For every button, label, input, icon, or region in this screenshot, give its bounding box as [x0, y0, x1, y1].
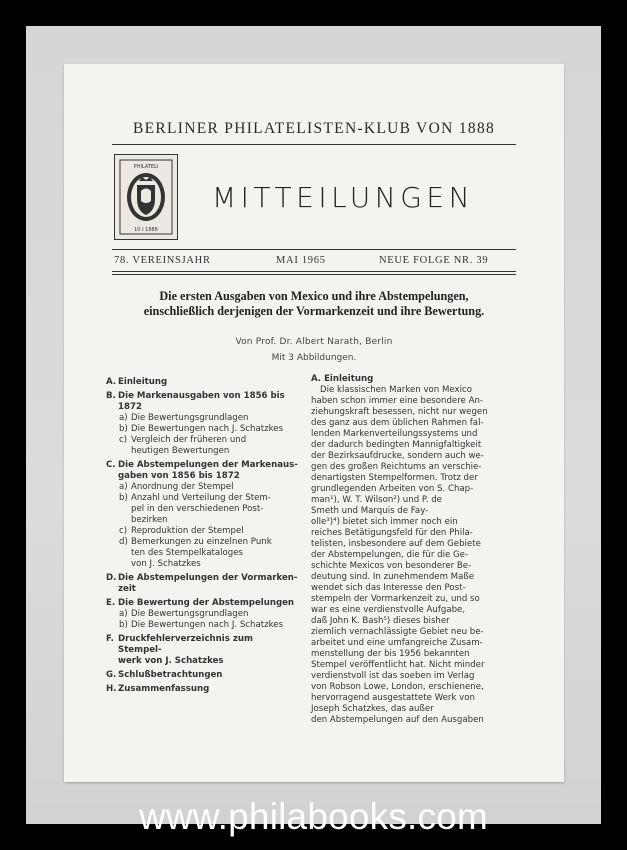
toc-subitem-label	[131, 537, 272, 570]
bear-stamp-icon	[115, 155, 177, 239]
toc-item	[106, 377, 298, 388]
emblem-top-text: PHILATELI	[133, 164, 159, 170]
article-byline: Von Prof. Dr. Albert Narath, Berlin	[235, 337, 393, 347]
body-line: ziehungskraft besessen, nicht nur wegen	[311, 407, 488, 417]
body-line: Stempel veröffentlicht hat. Nicht minder	[311, 660, 485, 670]
toc-subitem	[106, 620, 298, 631]
body-line: grundlegenden Arbeiten von S. Chap-	[311, 484, 474, 494]
toc-subitem-line: pel in den verschiedenen Post-	[131, 504, 264, 514]
toc-item-label	[118, 670, 222, 681]
toc-item	[106, 460, 298, 482]
toc-item-letter: A.	[106, 377, 117, 387]
toc-item-label	[118, 573, 297, 595]
toc-item-line: Die Abstempelungen der Vormarken-	[118, 573, 298, 583]
body-line: der Abstempelungen, die für die Ge-	[311, 550, 469, 560]
toc-subitem	[106, 424, 298, 435]
watermark-url: www.philabooks.com	[138, 796, 489, 837]
document-page	[64, 64, 564, 782]
toc-item-line: zeit	[118, 584, 136, 594]
toc-subitem	[106, 609, 298, 620]
body-line: daß John K. Bash⁵) dieses bisher	[311, 616, 450, 626]
info-rule-top	[112, 249, 516, 250]
toc-item-line: Einleitung	[118, 377, 168, 387]
toc-subitem-line: von J. Schatzkes	[131, 559, 201, 569]
header-rule	[112, 144, 516, 145]
toc-subitem-letter: a)	[119, 609, 128, 619]
body-line: reiches Betätigungsfeld für den Phila-	[311, 528, 473, 538]
body-line: telisten, insbesondere auf dem Gebiete	[311, 539, 481, 549]
toc-subitem-line: Die Bewertungsgrundlagen	[131, 413, 249, 423]
body-line: Smeth und Marquis de Fay-	[311, 506, 429, 516]
body-line: war es eine verdienstvolle Aufgabe,	[311, 605, 466, 615]
club-name: BERLINER PHILATELISTEN-KLUB VON 1888	[132, 120, 496, 137]
toc-item-line: Schlußbetrachtungen	[118, 670, 223, 680]
toc-subitem-line: Anzahl und Verteilung der Stem-	[131, 493, 271, 503]
info-rule-bottom-1	[112, 271, 516, 272]
toc-item-letter: E.	[106, 598, 116, 608]
toc-subitem-letter: b)	[119, 493, 128, 503]
toc-item-line: Zusammenfassung	[118, 684, 210, 694]
table-of-contents	[106, 374, 298, 695]
toc-item	[106, 684, 298, 695]
toc-subitem-label	[131, 609, 248, 620]
journal-title: MITTEILUNGEN	[212, 181, 475, 214]
toc-item-line: Die Abstempelungen der Markenaus-	[118, 460, 298, 470]
toc-subitem-label	[131, 493, 271, 526]
article-title-line1: Die ersten Ausgaben von Mexico und ihre Abstempelungen,	[159, 289, 469, 303]
body-text	[311, 385, 517, 726]
toc-subitem-label	[131, 482, 234, 493]
toc-item-label	[118, 460, 298, 482]
toc-subitem-letter: b)	[119, 620, 128, 630]
body-line: stempeln der Vormarkenzeit zu, und so	[311, 594, 480, 604]
toc-item-letter: B.	[106, 391, 116, 401]
toc-subitem-letter: a)	[119, 413, 128, 423]
toc-subitem	[106, 435, 298, 457]
toc-item-letter: D.	[106, 573, 117, 583]
toc-subitem-label	[131, 620, 283, 631]
toc-subitem-letter: c)	[119, 526, 128, 536]
toc-item-line: Die Markenausgaben von 1856 bis	[118, 391, 285, 401]
toc-subitem-line: bezirken	[131, 515, 168, 525]
body-line: der Bezirksaufdrucke, sondern auch we-	[311, 451, 484, 461]
body-line: hervorragend ausgestattete Werk von	[311, 693, 475, 703]
toc-subitem	[106, 413, 298, 424]
toc-subitem-line: Reproduktion der Stempel	[131, 526, 244, 536]
toc-subitem-line: heutigen Bewertungen	[131, 446, 230, 456]
club-emblem	[114, 154, 178, 240]
toc-subitem	[106, 537, 298, 570]
toc-subitem-label	[131, 413, 248, 424]
body-line: Joseph Schatzkes, das außer	[311, 704, 434, 714]
body-line: olle³)⁴) bietet sich immer noch ein	[311, 517, 458, 527]
body-line: arbeitet und eine umfangreiche Zusam-	[311, 638, 483, 648]
toc-item-letter: H.	[106, 684, 117, 694]
toc-subitem	[106, 482, 298, 493]
body-line: des ganz aus dem üblichen Rahmen fal-	[311, 418, 484, 428]
toc-subitem-line: Die Bewertungen nach J. Schatzkes	[131, 424, 284, 434]
body-line: denartigsten Stempelformen. Trotz der	[311, 473, 478, 483]
toc-item	[106, 391, 298, 413]
body-line: man¹), W. T. Wilson²) und P. de	[311, 495, 442, 505]
toc-item	[106, 598, 298, 609]
info-rule-bottom-2	[112, 274, 516, 275]
toc-subitem-line: Anordnung der Stempel	[131, 482, 234, 492]
body-line: Die klassischen Marken von Mexico	[320, 385, 472, 395]
toc-subitem-label	[131, 526, 244, 537]
toc-item-line: Druckfehlerverzeichnis zum Stempel-	[118, 634, 253, 655]
toc-item-line: 1872	[118, 402, 142, 412]
toc-subitem-label	[131, 435, 246, 457]
series-number: NEUE FOLGE NR. 39	[379, 255, 489, 266]
issue-date: MAI 1965	[276, 255, 326, 266]
toc-subitem-line: Bemerkungen zu einzelnen Punk	[131, 537, 272, 547]
body-line: menstellung der bis 1956 bekannten	[311, 649, 470, 659]
body-line: schichte Mexicos von besonderer Be-	[311, 561, 472, 571]
toc-subitem	[106, 526, 298, 537]
toc-item-line: werk von J. Schatzkes	[118, 656, 224, 666]
toc-subitem-line: Die Bewertungsgrundlagen	[131, 609, 249, 619]
toc-item-label	[118, 598, 294, 609]
body-line: der dadurch bedingten Mannigfaltigkeit	[311, 440, 482, 450]
toc-subitem-label	[131, 424, 283, 435]
article-title	[104, 289, 524, 319]
body-line: ziemlich vernachlässigte Gebiet neu be-	[311, 627, 484, 637]
toc-subitem-letter: b)	[119, 424, 128, 434]
body-line: gen des großen Reichtums an verschie-	[311, 462, 482, 472]
toc-subitem-line: Vergleich der früheren und	[131, 435, 247, 445]
article-figures-note: Mit 3 Abbildungen.	[271, 353, 357, 363]
toc-item-letter: F.	[106, 634, 114, 644]
toc-item-line: Die Bewertung der Abstempelungen	[118, 598, 295, 608]
toc-item	[106, 573, 298, 595]
toc-item-label	[118, 377, 167, 388]
toc-item-letter: G.	[106, 670, 117, 680]
emblem-bottom-text: 10 I 1888	[134, 227, 158, 233]
toc-subitem-line: ten des Stempelkataloges	[131, 548, 243, 558]
article-title-line2: einschließlich derjenigen der Vormarkenzeit und ihre Bewertung.	[143, 304, 485, 318]
body-line: von Robson Lowe, London, erschienene,	[311, 682, 484, 692]
body-line: wendet sich das Interesse den Post-	[311, 583, 466, 593]
toc-item-line: gaben von 1856 bis 1872	[118, 471, 240, 481]
toc-subitem-letter: d)	[119, 537, 128, 547]
body-line: deutung sind. In zunehmendem Maße	[311, 572, 475, 582]
volume-year: 78. VEREINSJAHR	[114, 255, 211, 266]
toc-item-label	[118, 634, 298, 667]
toc-item-label	[118, 391, 285, 413]
body-line: den Abstempelungen auf den Ausgaben	[311, 715, 484, 725]
body-column	[311, 374, 517, 726]
toc-item-label	[118, 684, 209, 695]
section-heading: A. Einleitung	[311, 374, 374, 384]
toc-item	[106, 670, 298, 681]
toc-subitem	[106, 493, 298, 526]
toc-subitem-letter: c)	[119, 435, 128, 445]
body-line: verdienstvoll ist das soeben im Verlag	[311, 671, 475, 681]
toc-subitem-line: Die Bewertungen nach J. Schatzkes	[131, 620, 284, 630]
toc-item-letter: C.	[106, 460, 116, 470]
body-line: haben schon immer eine besondere An-	[311, 396, 483, 406]
toc-subitem-letter: a)	[119, 482, 128, 492]
body-line: lenden Markenverteilungssystems und	[311, 429, 478, 439]
toc-item	[106, 634, 298, 667]
